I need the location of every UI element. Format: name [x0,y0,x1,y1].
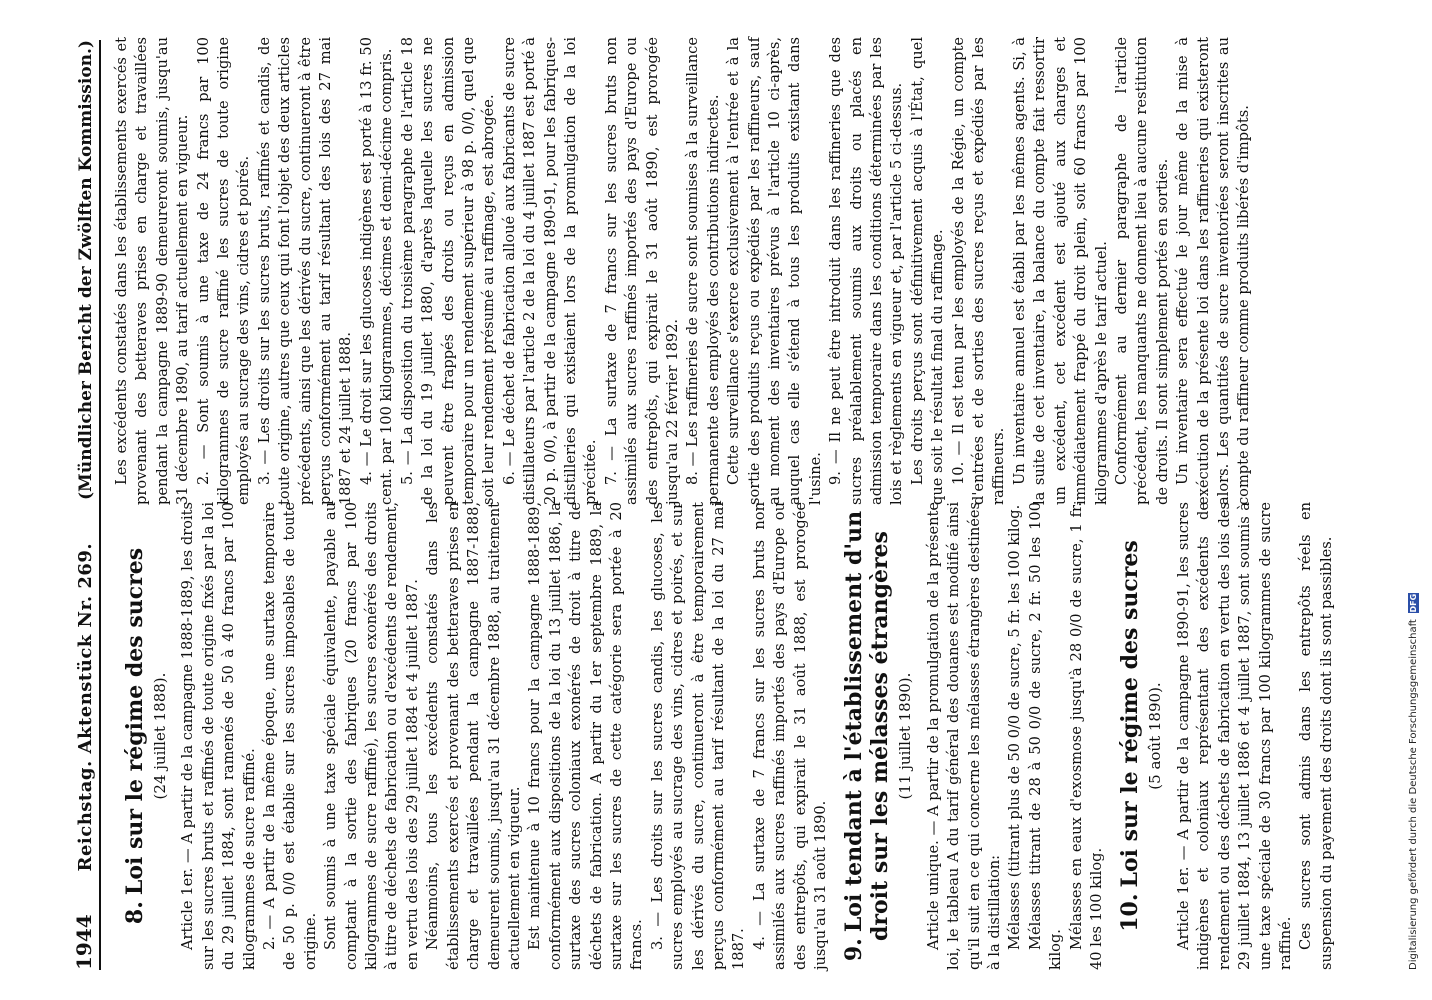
paragraph: 6. — Le déchet de fabrication alloué aux fabricants de sucre distillateurs par l'article 2 de la loi du 4 juillet 1887 est porté à 20 p. 0/0, à partir de la campagne 1890-91, pour les fabriques-distilleries qui existaient lors de la promulgation de la loi précitée. [500,37,600,505]
paragraph: Un inventaire annuel est établi par les mêmes agents. Si, à la suite de cet inventaire, la balance du compte fait ressortir un excédent, cet excédent est ajouté aux charges et immédiatement frappé du droit plein, soit 60 francs par 100 kilogrammes d'après le tarif actuel. [1010,37,1110,505]
paragraph: 4. — Le droit sur les glucoses indigènes est porté à 13 fr. 50 cent. par 100 kilogrammes, décimes et demi-décime compris. [357,37,396,505]
paragraph: Sont soumis à une taxe spéciale équivalente, payable au comptant à la sortie des fabriques (20 francs par 100 kilogrammes de sucre raffiné), les sucres exonérés des droits à titre de déchets de fabrication ou d'excédents de rendement, en vertu des lois des 29 juillet 1884 et 4 juillet 1887. [322,502,421,970]
paragraph: Les excédents constatés dans les établissements exercés et provenant des betteraves prises en charge et travaillées pendant la campagne 1889-90 demeureront soumis, jusqu'au 31 décembre 1890, au tarif actuellement en vigueur. [113,37,192,505]
header-right: (Mündlicher Bericht der Zwölften Kommission.) [76,40,96,500]
paragraph: 10. — Il est tenu par les employés de la Régie, un compte d'entrées et de sorties des sucres reçus et expédiés par les raffineurs. [949,37,1008,505]
page-number: 1944 [72,914,96,970]
paragraph: Mélasses (titrant plus de 50 0/0 de sucre, 5 fr. les 100 kilog. [1006,504,1024,950]
paragraph: 9. — Il ne peut être introduit dans les raffineries que des sucres préalablement soumis aux droits ou placés en admission temporaire dans les conditions déterminées par les lois et règlements en vigueur et, par l'article 5 ci-dessus. [827,37,906,505]
section-9-heading: 9.Loi tendant à l'établissement d'un droit sur les mélasses étrangères [841,510,894,962]
paragraph: 3. — Les droits sur les sucres candis, les glucoses, les sucres employés au sucrage des vins, cidres et poirés, et sur les dérivés du sucre, continueront à être temporairement perçus conformément au tarif résultant de la loi du 27 mai 1887. [648,502,748,970]
paragraph: Est maintenue à 10 francs pour la campagne 1888-1889, conformément aux dispositions de la loi du 13 juillet 1886, la surtaxe des sucres coloniaux exonérés de droit à titre de déchets de fabrication. A partir du 1er septembre 1889, la surtaxe sur les sucres de cette catégorie sera portée à 20 francs. [526,502,646,970]
digitization-footer [1408,40,1419,970]
section-9-date: (11 juillet 1890). [896,672,915,800]
paragraph: Ces sucres sont admis dans les entrepôts réels en suspension du payement des droits dont ils sont passibles. [1297,502,1335,970]
right-column [112,37,1255,505]
paragraph: Conformément au dernier paragraphe de l'article précédent, les manquants ne donnent lieu à aucune restitution de droits. Il sont simplement portés en sorties. [1112,37,1171,505]
section-10-heading: 10.Loi sur le régime des sucres [1117,540,1144,932]
footer-text: Digitalisierung gefördert durch die Deutsche Forschungsgemeinschaft [1408,619,1419,970]
paragraph: 5. — La disposition du troisième paragraphe de l'article 18 de la loi du 19 juillet 1880, d'après laquelle les sucres ne peuvent être frappés des droits ou reçus en admission temporaire pour un rendement supérieur à 98 p. 0/0, quel que soit leur rendement présumé au raffinage, est abrogée. [398,37,498,505]
left-column [112,502,1337,970]
paragraph: Article 1er. — A partir de la campagne 1890-91, les sucres indigènes et coloniaux représentant des excédents de rendement ou des déchets de fabrication en vertu des lois des 29 juillet 1884, 13 juillet 1886 et 4 juillet 1887, sont soumis à une taxe spéciale de 30 francs par 100 kilogrammes de sucre raffiné. [1174,502,1294,970]
paragraph: 2. — A partir de la même époque, une surtaxe temporaire de 50 p. 0/0 est établie sur les sucres imposables de toute origine. [261,502,319,970]
paragraph: Article 1er. — A partir de la campagne 1888-1889, les droits sur les sucres bruts et raffinés de toute origine fixés par la loi du 29 juillet 1884, sont ramenés de 50 à 40 francs par 100 kilogrammes de sucre raffiné. [179,502,258,970]
paragraph: Cette surveillance s'exerce exclusivement à l'entrée et à la sortie des produits reçus ou expédiés par les raffineurs, sauf au moment des inventaires prévus à l'article 10 ci-après, auquel cas elle s'étend à tous les produits existant dans l'usine. [725,37,824,505]
section-8-date: (24 juillet 1888). [151,672,169,800]
header-title: Reichstag. Aktenstück Nr. 269. [75,542,96,872]
paragraph: Néanmoins, tous les excédents constatés dans les établissements exercés et provenant des betteraves prises en charge et travaillées pendant la campagne 1887-1888, demeurent soumis, jusqu'au 31 décembre 1888, au traitement actuellement en vigueur. [424,502,523,970]
paragraph: Article unique. — A partir de la promulgation de la présente loi, le tableau A du tarif général des douanes est modifié ainsi qu'il suit en ce qui concerne les mélasses étrangères destinées à la distillation: [924,502,1004,970]
paragraph: Mélasses titrant de 28 à 50 0/0 de sucre, 2 fr. 50 les 100 kilog. [1026,502,1065,970]
dfg-logo: DFG [1409,593,1418,613]
section-8-heading: 8.Loi sur le régime des sucres [122,547,148,925]
paragraph: 2. — Sont soumis à une taxe de 24 francs par 100 kilogrammes de sucre raffiné les sucres de toute origine employés au sucrage des vins, cidres et poirés. [194,37,253,505]
paragraph: 3. — Les droits sur les sucres bruts, raffinés et candis, de toute origine, autres que ceux qui font l'objet des deux articles précédents, ainsi que les dérivés du sucre, continueront à être perçus conformément au tarif résultant des lois des 27 mai 1887 et 24 juillet 1888. [255,37,355,505]
paragraph: Un inventaire sera effectué le jour même de la mise à exécution de la présente loi dans les raffineries qui existeront alors. Les quantités de sucre inventoriées seront inscrites au compte du raffineur comme produits libérés d'impôts. [1174,37,1253,505]
paragraph: 4. — La surtaxe de 7 francs sur les sucres bruts non assimilés aux sucres raffinés importés des pays d'Europe ou des entrepôts, qui expirait le 31 août 1888, est prorogée jusqu'au 31 août 1890. [750,502,829,970]
section-10-date: (5 août 1890). [1146,682,1165,790]
paragraph: Mélasses en eaux d'exosmose jusqu'à 28 0/0 de sucre, 1 fr. 40 les 100 kilog. [1067,502,1106,970]
paragraph: 7. — La surtaxe de 7 francs sur les sucres bruts non assimilés aux sucres raffinés importés des pays d'Europe ou des entrepôts, qui expirait le 31 août 1890, est prorogée jusqu'au 22 février 1892. [602,37,681,505]
paragraph: Les droits perçus sont définitivement acquis à l'État, quel que soit le résultat final du raffinage. [908,37,947,505]
page-header [72,40,101,970]
paragraph: 8. — Les raffineries de sucre sont soumises à la surveillance permanente des employés des contributions indirectes. [684,37,722,505]
